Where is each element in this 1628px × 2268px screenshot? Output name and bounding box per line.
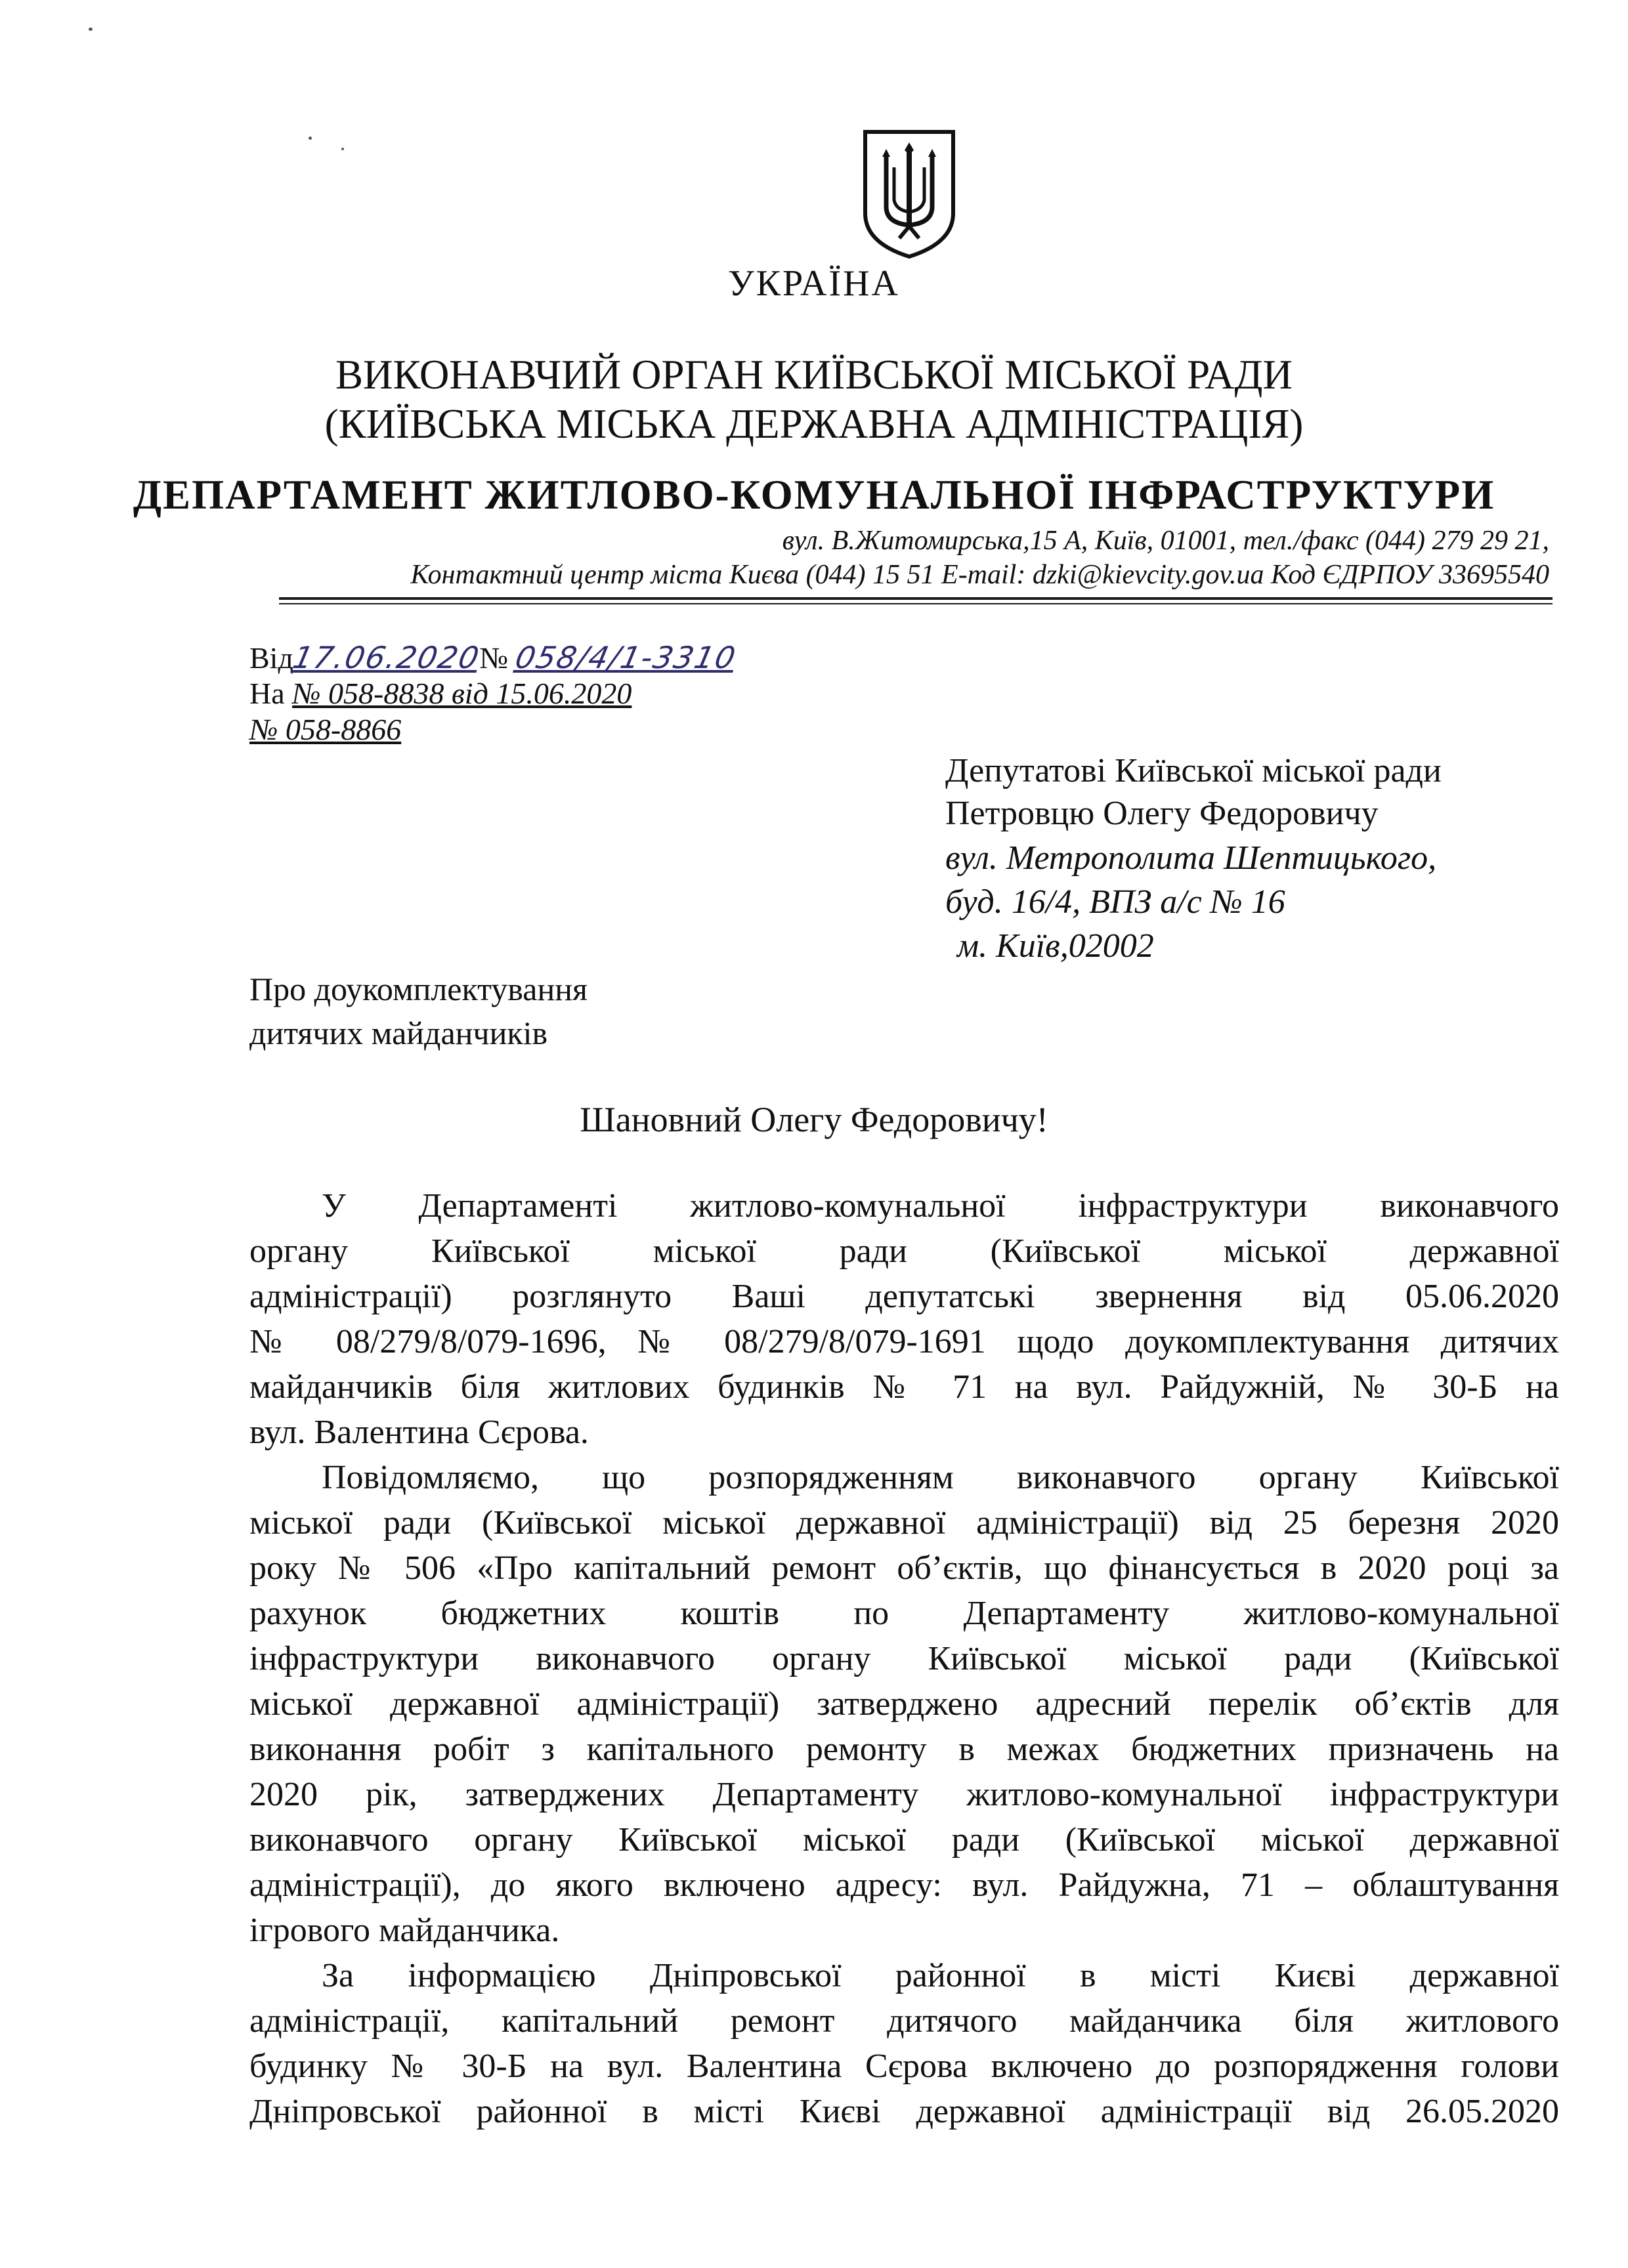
organization-name-line1: ВИКОНАВЧИЙ ОРГАН КИЇВСЬКОЇ МІСЬКОЇ РАДИ — [335, 352, 1293, 398]
recipient-building: буд. 16/4, ВПЗ а/с № 16 — [945, 883, 1285, 921]
reply-reference-number-2: № 058-8866 — [249, 713, 402, 746]
body-line: Повідомляємо, що розпорядженням виконавчого органу Київської — [322, 1459, 1559, 1496]
header-divider — [279, 597, 1553, 600]
body-line: рахунок бюджетних коштів по Департаменту житлово-комунальної — [249, 1595, 1559, 1632]
outgoing-reference — [249, 640, 740, 675]
body-line: За інформацією Дніпровської районної в місті Києві державної — [322, 1957, 1559, 1994]
subject-line2: дитячих майданчиків — [249, 1015, 548, 1051]
body-line: органу Київської міської ради (Київської міської державної — [249, 1232, 1559, 1270]
handwritten-number: 058/4/1-3310 — [511, 640, 740, 675]
scan-speck — [341, 148, 344, 150]
salutation: Шановний Олегу Федоровичу! — [580, 1100, 1048, 1139]
body-line: вул. Валентина Сєрова. — [249, 1414, 589, 1451]
body-line: будинку № 30-Б на вул. Валентина Сєрова включено до розпорядження голови — [249, 2048, 1559, 2085]
recipient-street: вул. Метрополита Шептицького, — [945, 839, 1437, 877]
body-line: виконання робіт з капітального ремонту в межах бюджетних призначень на — [249, 1731, 1559, 1768]
body-line: міської ради (Київської міської державної адміністрації) від 25 березня 2020 — [249, 1504, 1559, 1542]
recipient-name: Петровцю Олегу Федоровичу — [945, 795, 1379, 832]
reply-reference-number: № 058-8838 від 15.06.2020 — [292, 677, 632, 710]
body-line: адміністрації), до якого включено адресу: вул. Райдужна, 71 – облаштування — [249, 1866, 1559, 1904]
scan-speck — [309, 136, 312, 140]
body-line: інфраструктури виконавчого органу Київської міської ради (Київської — [249, 1640, 1559, 1677]
recipient-title: Депутатові Київської міської ради — [945, 752, 1442, 789]
body-line: ігрового майданчика. — [249, 1912, 560, 1949]
body-line: У Департаменті житлово-комунальної інфраструктури виконавчого — [322, 1187, 1559, 1225]
country-name: УКРАЇНА — [728, 263, 900, 304]
department-contacts: Контактний центр міста Києва (044) 15 51 E-mail: dzki@kievcity.gov.ua Код ЄДРПОУ 33695540 — [410, 560, 1549, 590]
reply-reference — [249, 676, 632, 711]
body-line: року № 506 «Про капітальний ремонт об’єктів, що фінансується в 2020 році за — [249, 1549, 1559, 1587]
header-divider-thin — [279, 603, 1553, 604]
scan-speck — [89, 28, 93, 31]
number-label: № — [479, 641, 509, 675]
handwritten-date: 17.06.2020 — [289, 640, 484, 675]
recipient-city: м. Київ,02002 — [957, 927, 1154, 965]
body-line: виконавчого органу Київської міської ради (Київської міської державної — [249, 1821, 1559, 1858]
department-address: вул. В.Житомирська,15 А, Київ, 01001, тел./факс (044) 279 29 21, — [782, 526, 1549, 556]
department-name: ДЕПАРТАМЕНТ ЖИТЛОВО-КОМУНАЛЬНОЇ ІНФРАСТРУКТУРИ — [133, 472, 1495, 518]
reply-label: На — [249, 677, 285, 710]
body-line: адміністрації) розглянуто Ваші депутатські звернення від 05.06.2020 — [249, 1278, 1559, 1315]
body-line: № 08/279/8/079-1696, № 08/279/8/079-1691 щодо доукомплектування дитячих — [249, 1323, 1559, 1360]
organization-name-line2: (КИЇВСЬКА МІСЬКА ДЕРЖАВНА АДМІНІСТРАЦІЯ) — [324, 401, 1304, 447]
body-line: 2020 рік, затверджених Департаменту житлово-комунальної інфраструктури — [249, 1776, 1559, 1813]
subject-line1: Про доукомплектування — [249, 971, 588, 1007]
body-line: майданчиків біля житлових будинків № 71 на вул. Райдужній, № 30-Б на — [249, 1368, 1559, 1406]
body-line: міської державної адміністрації) затверджено адресний перелік об’єктів для — [249, 1685, 1559, 1723]
body-line: Дніпровської районної в місті Києві державної адміністрації від 26.05.2020 — [249, 2093, 1559, 2130]
reply-reference-2 — [249, 712, 401, 747]
body-line: адміністрації, капітальний ремонт дитячого майданчика біля житлового — [249, 2002, 1559, 2040]
trident-coat-of-arms-icon — [860, 128, 958, 259]
from-label: Від — [249, 641, 293, 675]
